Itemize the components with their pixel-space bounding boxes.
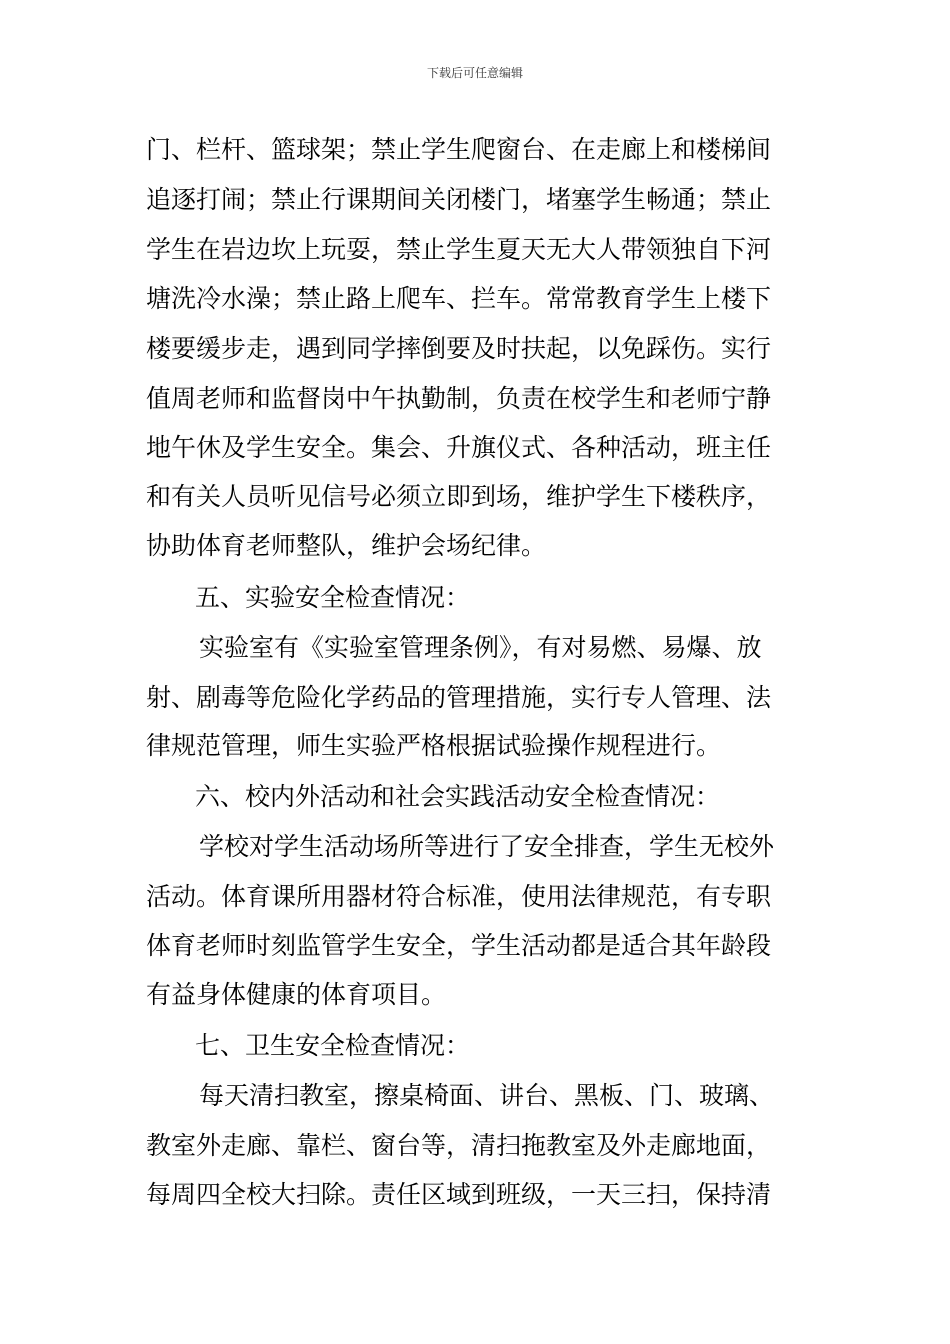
- text-line: 体育老师时刻监管学生安全，学生活动都是适合其年龄段: [146, 931, 772, 960]
- text-line: 有益身体健康的体育项目。: [146, 980, 447, 1009]
- text-line: 门、栏杆、篮球架；禁止学生爬窗台、在走廊上和楼梯间: [146, 135, 772, 164]
- text-line: 活动。体育课所用器材符合标准，使用法律规范，有专职: [146, 882, 772, 911]
- section-heading: 五、实验安全检查情况：: [195, 583, 471, 612]
- section-heading: 七、卫生安全检查情况：: [195, 1031, 471, 1060]
- text-line: 塘洗冷水澡；禁止路上爬车、拦车。常常教育学生上楼下: [146, 284, 772, 313]
- text-line: 楼要缓步走，遇到同学摔倒要及时扶起，以免踩伤。实行: [146, 334, 772, 363]
- text-line: 律规范管理，师生实验严格根据试验操作规程进行。: [146, 731, 722, 760]
- text-line: 教室外走廊、靠栏、窗台等，清扫拖教室及外走廊地面，: [146, 1131, 772, 1160]
- text-line: 每天清扫教室，擦桌椅面、讲台、黑板、门、玻璃、: [199, 1081, 775, 1110]
- text-line: 值周老师和监督岗中午执勤制，负责在校学生和老师宁静: [146, 384, 772, 413]
- text-line: 地午休及学生安全。集会、升旗仪式、各种活动，班主任: [146, 433, 772, 462]
- page-header: 下载后可任意编辑: [426, 66, 523, 80]
- text-line: 学校对学生活动场所等进行了安全排查，学生无校外: [199, 832, 775, 861]
- text-line: 追逐打闹；禁止行课期间关闭楼门，堵塞学生畅通；禁止: [146, 185, 772, 214]
- text-line: 学生在岩边坎上玩耍，禁止学生夏天无大人带领独自下河: [146, 235, 772, 264]
- text-line: 射、剧毒等危险化学药品的管理措施，实行专人管理、法: [146, 683, 772, 712]
- text-line: 协助体育老师整队，维护会场纪律。: [146, 531, 547, 560]
- text-line: 每周四全校大扫除。责任区域到班级，一天三扫，保持清: [146, 1180, 772, 1209]
- text-line: 和有关人员听见信号必须立即到场，维护学生下楼秩序，: [146, 482, 772, 511]
- text-line: 实验室有《实验室管理条例》，有对易燃、易爆、放: [199, 633, 762, 662]
- section-heading: 六、校内外活动和社会实践活动安全检查情况：: [195, 782, 721, 811]
